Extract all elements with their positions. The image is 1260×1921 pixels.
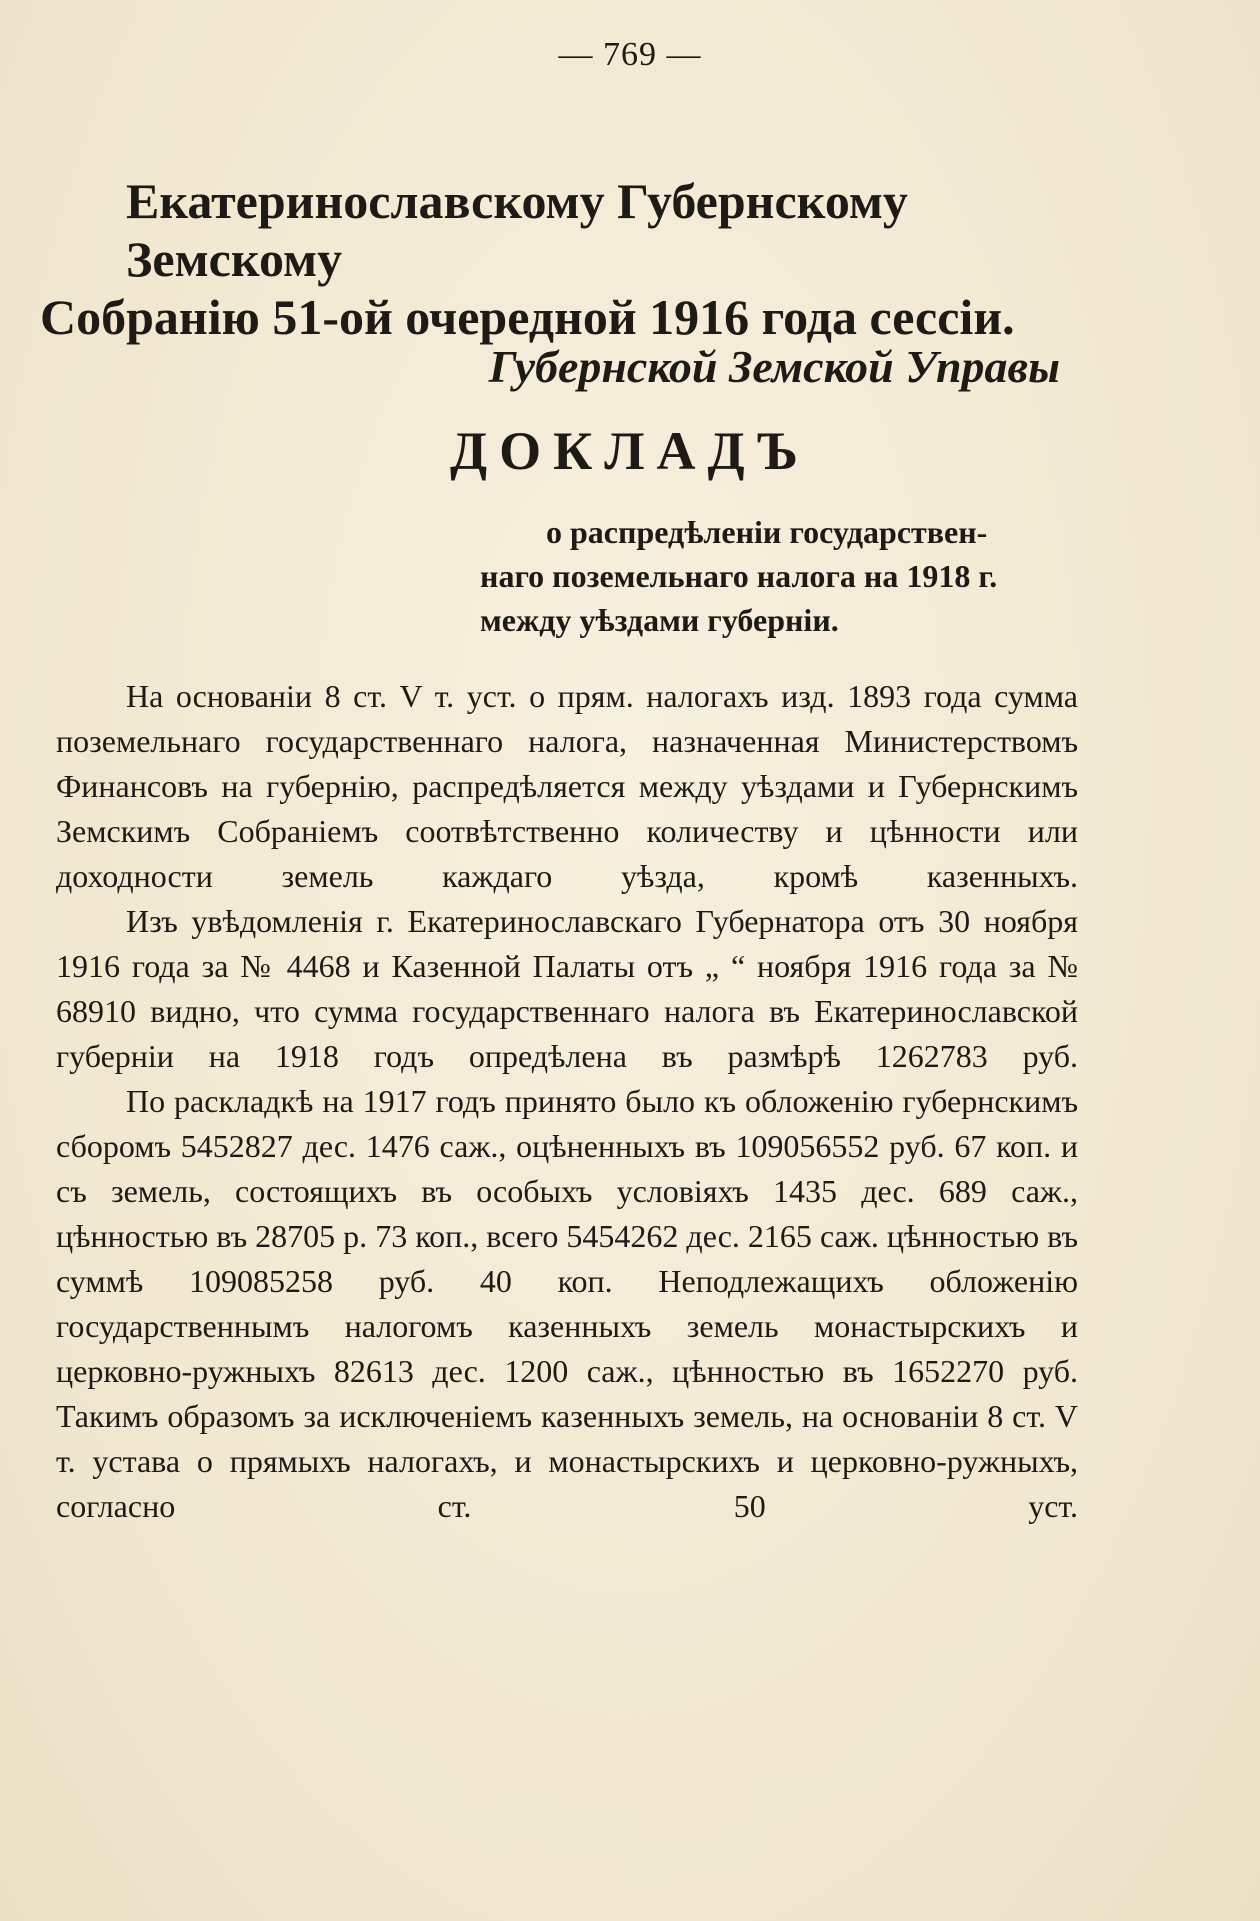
subject-line-3: между уѣздами губерніи.	[480, 602, 839, 638]
page-number: — 769 —	[558, 36, 702, 73]
subject-line-1: о распредѣленіи государствен-	[546, 514, 988, 550]
report-heading: ДОКЛАДЪ	[449, 421, 810, 481]
subject-line-2: наго поземельнаго налога на 1918 г.	[480, 558, 998, 594]
body-text	[56, 674, 1078, 1529]
title-line-2: Собранію 51-ой очередной 1916 года сессіи.	[40, 289, 1015, 345]
document-title	[40, 172, 1120, 346]
title-line-1: Екатеринославскому Губернскому Земскому	[126, 173, 908, 287]
report-subject	[480, 510, 1100, 642]
paragraph-3: По раскладкѣ на 1917 годъ принято было къ обложенію губернскимъ сборомъ 5452827 дес. 1476 саж., оцѣненныхъ въ 109056552 руб. 67 коп. и съ земель, состоящихъ въ особыхъ условіяхъ 1435 дес. 689 саж., цѣнностью въ 28705 р. 73 коп., всего 5454262 дес. 2165 саж. цѣнностью въ суммѣ 109085258 руб. 40 коп. Неподлежащихъ обложенію государственнымъ налогомъ казенныхъ земель монастырскихъ и церковно-ружныхъ 82613 дес. 1200 саж., цѣнностью въ 1652270 руб. Такимъ образомъ за исключеніемъ казенныхъ земель, на основаніи 8 ст. V т. устава о прямыхъ налогахъ, и монастырскихъ и церковно-ружныхъ, согласно ст. 50 уст.	[56, 1083, 1078, 1524]
paragraph-2: Изъ увѣдомленія г. Екатеринославскаго Губернатора отъ 30 ноября 1916 года за № 4468 и Казенной Палаты отъ „ “ ноября 1916 года за № 68910 видно, что сумма государственнаго налога въ Екатеринославской губерніи на 1918 годъ опредѣлена въ размѣрѣ 1262783 руб.	[56, 903, 1078, 1074]
document-subtitle: Губернской Земской Управы	[488, 341, 1060, 392]
paragraph-1: На основаніи 8 ст. V т. уст. о прям. налогахъ изд. 1893 года сумма поземельнаго государственнаго налога, назначенная Министерствомъ Финансовъ на губернію, распредѣляется между уѣздами и Губернскимъ Земскимъ Собраніемъ соотвѣтственно количеству и цѣнности или доходности земель каждаго уѣзда, кромѣ казенныхъ.	[56, 678, 1078, 894]
